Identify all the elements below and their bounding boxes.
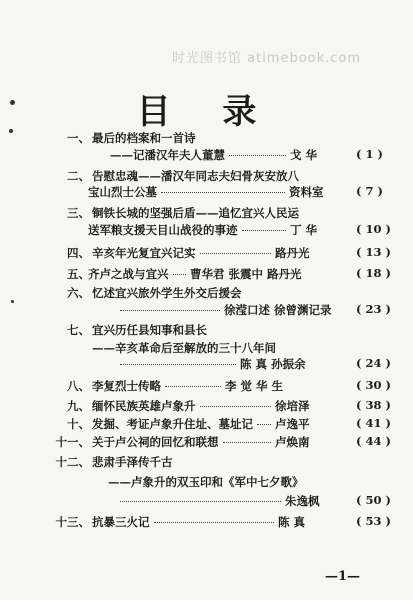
toc-title: 铜铁长城的坚强后盾——追忆宜兴人民运	[92, 206, 299, 220]
toc-author: 陈 真	[278, 515, 306, 529]
toc-title: 关于卢公祠的回忆和联想	[92, 435, 219, 449]
toc-title: 齐卢之战与宜兴	[88, 267, 169, 281]
toc-page: ( 53 )	[356, 514, 391, 528]
toc-page: ( 24 )	[356, 356, 391, 370]
toc-title: 缅怀民族英雄卢象升	[92, 399, 196, 413]
toc-number: 三、	[67, 206, 90, 220]
ink-spot	[10, 100, 15, 105]
toc-title: 辛亥年光复宜兴记实	[92, 246, 196, 260]
toc-line	[0, 245, 413, 263]
toc-title: 发掘、考证卢象升住址、墓址记	[92, 417, 253, 431]
toc-number: 八、	[67, 379, 90, 393]
toc-line	[0, 434, 413, 452]
toc-number: 二、	[67, 169, 90, 183]
toc-title: 送军粮支援天目山战役的事迹	[88, 223, 238, 237]
watermark: 时光图书馆 atimebook.com	[172, 51, 362, 66]
toc-line	[0, 454, 413, 472]
toc-author: 丁 华	[290, 223, 318, 237]
toc-leader	[242, 230, 287, 231]
toc-leader	[120, 501, 281, 502]
toc-number: 十二、	[55, 455, 90, 469]
toc-page: ( 30 )	[356, 378, 391, 392]
toc-number: 一、	[67, 131, 90, 145]
toc-author: 徐滢口述 徐曾渊记录	[224, 303, 332, 317]
toc-author: 徐培泽	[275, 399, 310, 413]
toc-line	[0, 147, 413, 165]
toc-line	[0, 205, 413, 223]
toc-author: 李 觉 华 生	[225, 379, 284, 393]
toc-line	[0, 398, 413, 416]
toc-leader	[154, 522, 275, 523]
toc-page: ( 10 )	[356, 222, 391, 236]
toc-line	[0, 222, 413, 240]
toc-page: ( 23 )	[356, 302, 391, 316]
toc-leader	[229, 155, 286, 156]
toc-author: 戈 华	[290, 148, 318, 162]
toc-line	[0, 356, 413, 374]
toc-title: ——卢象升的双玉印和《军中七夕歌》	[108, 475, 304, 489]
toc-line	[0, 184, 413, 202]
toc-line	[0, 130, 413, 148]
toc-page: ( 38 )	[356, 398, 391, 412]
toc-title: ——记潘汉年夫人董慧	[110, 148, 225, 162]
page-number: —1—	[325, 569, 361, 584]
toc-title: 忆述宜兴旅外学生外交后援会	[92, 286, 242, 300]
toc-author: 朱逸枫	[285, 494, 320, 508]
toc-title: 李复烈士传略	[92, 379, 161, 393]
ink-spot	[11, 300, 14, 303]
toc-number: 九、	[67, 399, 90, 413]
toc-leader	[165, 386, 221, 387]
toc-title: 宝山烈士公墓	[88, 185, 157, 199]
toc-page: ( 18 )	[356, 266, 391, 280]
toc-author: 卢焕南	[275, 435, 310, 449]
page-title: 目 录	[136, 92, 277, 132]
toc-title: 抗暴三火记	[92, 515, 150, 529]
toc-author: 卢逸平	[275, 417, 310, 431]
toc-author: 资料室	[289, 185, 324, 199]
ink-spot	[9, 129, 13, 133]
toc-page: ( 7 )	[356, 184, 383, 198]
toc-line	[0, 285, 413, 303]
toc-leader	[200, 253, 272, 254]
toc-number: 十一、	[55, 435, 90, 449]
toc-author: 曹华君 张震中 路丹光	[190, 267, 302, 281]
toc-title: 告慰忠魂——潘汉年同志夫妇骨灰安放八	[92, 169, 299, 183]
toc-line	[0, 266, 413, 284]
toc-leader	[173, 274, 187, 275]
toc-leader	[120, 310, 220, 311]
toc-number: 十、	[67, 417, 90, 431]
toc-page: ( 41 )	[356, 416, 391, 430]
toc-leader	[200, 406, 272, 407]
toc-page: ( 13 )	[356, 245, 391, 259]
toc-leader	[120, 364, 236, 365]
toc-title: ——辛亥革命后至解放的三十八年间	[92, 341, 276, 355]
toc-page: ( 1 )	[356, 147, 383, 161]
toc-line	[0, 378, 413, 396]
toc-number: 六、	[67, 286, 90, 300]
toc-leader	[223, 442, 272, 443]
toc-number: 七、	[67, 323, 90, 337]
toc-line	[0, 302, 413, 320]
toc-line	[0, 474, 413, 492]
toc-number: 十三、	[55, 515, 90, 529]
toc-number: 四、	[67, 246, 90, 260]
toc-line	[0, 493, 413, 511]
toc-title: 悲肃手泽传千古	[92, 455, 173, 469]
toc-author: 陈 真 孙振余	[240, 357, 306, 371]
toc-author: 路丹光	[275, 246, 310, 260]
toc-page: ( 50 )	[356, 493, 391, 507]
toc-title: 宜兴历任县知事和县长	[92, 323, 207, 337]
toc-leader	[161, 192, 285, 193]
toc-line	[0, 514, 413, 532]
toc-leader	[257, 424, 271, 425]
toc-line	[0, 322, 413, 340]
toc-title: 最后的档案和一首诗	[92, 131, 196, 145]
toc-line	[0, 416, 413, 434]
toc-number: 五、	[67, 267, 90, 281]
toc-page: ( 44 )	[356, 434, 391, 448]
